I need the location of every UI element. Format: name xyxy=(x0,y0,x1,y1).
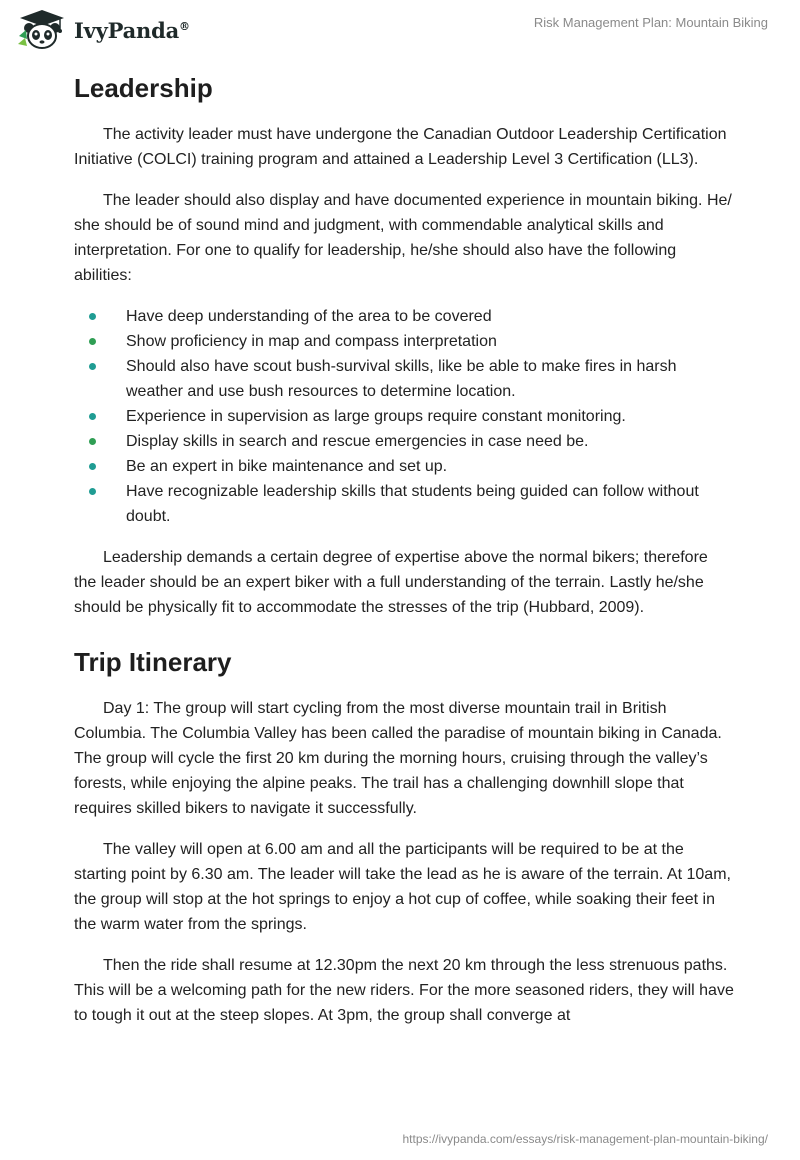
paragraph: Leadership demands a certain degree of expertise above the normal bikers; therefore the leader should be an expert biker with a full understanding of the terrain. Lastly he/she should be physically fit to accommodate the stresses of the trip (Hubbard, 2009). xyxy=(74,549,708,616)
paragraph: The valley will open at 6.00 am and all the participants will be required to be at the starting point by 6.30 am. The leader will take the lead as he is aware of the terrain. At 10am, the group will stop at the hot springs to enjoy a hot cup of coffee, while soaking their feet in the warm water from the springs. xyxy=(74,841,731,933)
section-heading-leadership: Leadership xyxy=(74,73,213,103)
bullet-icon xyxy=(89,313,96,320)
list-item: Display skills in search and rescue emergencies in case need be. xyxy=(74,429,734,454)
bullet-icon xyxy=(89,413,96,420)
source-url[interactable]: https://ivypanda.com/essays/risk-management-plan-mountain-biking/ xyxy=(402,1132,768,1146)
panda-graduate-icon xyxy=(16,8,68,52)
list-item: Have deep understanding of the area to be covered xyxy=(74,304,734,329)
bullet-icon xyxy=(89,363,96,370)
logo-text: IvyPanda® xyxy=(74,17,190,43)
paragraph: Then the ride shall resume at 12.30pm the next 20 km through the less strenuous paths. This will be a welcoming path for the new riders. For the more seasoned riders, they will have to tough it out at the steep slopes. At 3pm, the group shall converge at xyxy=(74,957,734,1024)
list-item: Experience in supervision as large groups require constant monitoring. xyxy=(74,404,734,429)
ivypanda-logo[interactable] xyxy=(16,8,190,52)
document-title: Risk Management Plan: Mountain Biking xyxy=(533,15,768,30)
page-header xyxy=(0,0,800,60)
paragraph: The activity leader must have undergone the Canadian Outdoor Leadership Certification Initiative (COLCI) training program and attained a Leadership Level 3 Certification (LL3). xyxy=(74,126,727,168)
bullet-icon xyxy=(89,488,96,495)
abilities-list xyxy=(74,304,734,529)
bullet-icon xyxy=(89,463,96,470)
essay-content xyxy=(74,70,734,1044)
list-item: Should also have scout bush-survival skills, like be able to make fires in harsh weather and use bush resources to determine location. xyxy=(74,354,734,404)
paragraph: The leader should also display and have documented experience in mountain biking. He/ she should be of sound mind and judgment, with commendable analytical skills and interpretation. For one to qualify for leadership, he/she should also have the following abilities: xyxy=(74,192,732,284)
list-item: Show proficiency in map and compass interpretation xyxy=(74,329,734,354)
bullet-icon xyxy=(89,438,96,445)
section-heading-trip-itinerary: Trip Itinerary xyxy=(74,647,232,677)
list-item: Have recognizable leadership skills that students being guided can follow without doubt. xyxy=(74,479,734,529)
bullet-icon xyxy=(89,338,96,345)
paragraph: Day 1: The group will start cycling from the most diverse mountain trail in British Columbia. The Columbia Valley has been called the paradise of mountain biking in Canada. The group will cycle the first 20 km during the morning hours, cruising through the valley’s forests, while enjoying the alpine peaks. The trail has a challenging downhill slope that requires skilled bikers to navigate it successfully. xyxy=(74,700,722,817)
list-item: Be an expert in bike maintenance and set up. xyxy=(74,454,734,479)
